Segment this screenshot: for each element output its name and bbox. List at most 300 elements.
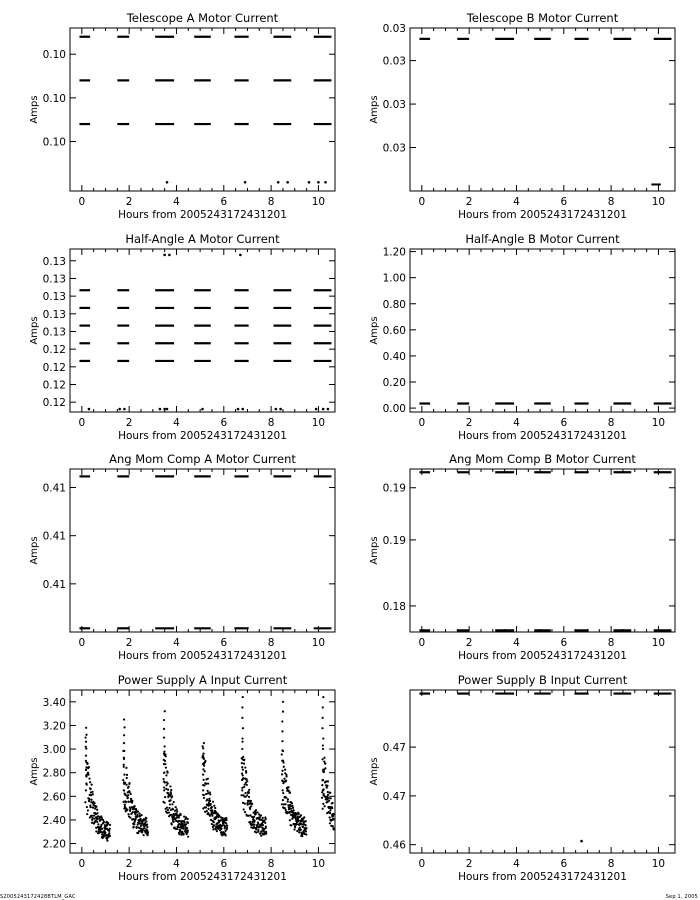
data-point	[207, 778, 209, 780]
data-point	[86, 806, 88, 808]
y-tick-label: 2.80	[42, 767, 66, 780]
plot-frame	[70, 28, 335, 191]
data-point	[327, 791, 329, 793]
x-tick-label: 10	[651, 637, 666, 649]
y-tick-label: 3.20	[42, 720, 66, 733]
data-point	[175, 806, 177, 808]
data-point	[275, 408, 278, 411]
data-point	[300, 829, 302, 831]
data-point	[225, 819, 227, 821]
data-point	[281, 720, 283, 722]
data-point	[207, 790, 209, 792]
data-point	[125, 767, 127, 769]
x-axis-label: Hours from 2005243172431201	[458, 650, 627, 662]
data-point	[91, 791, 93, 793]
x-tick-label: 2	[125, 858, 133, 870]
data-point	[168, 254, 171, 257]
data-point	[323, 757, 325, 759]
data-point	[123, 408, 126, 411]
x-tick-label: 6	[560, 637, 568, 649]
x-tick-label: 8	[267, 637, 275, 649]
data-point	[215, 817, 217, 819]
data-point	[333, 828, 335, 830]
data-point	[215, 828, 217, 830]
data-point	[243, 763, 245, 765]
data-point	[109, 824, 111, 826]
data-point	[241, 717, 243, 719]
data-point	[322, 789, 324, 791]
data-point	[329, 809, 331, 811]
data-point	[283, 766, 285, 768]
x-tick-label: 8	[607, 858, 615, 870]
x-tick-label: 8	[607, 417, 615, 429]
y-tick-label: 0.00	[382, 403, 406, 416]
data-point	[201, 408, 204, 411]
x-tick-label: 2	[465, 196, 473, 208]
chart-panel	[369, 11, 675, 221]
chart-panel	[369, 673, 675, 883]
data-point	[293, 809, 295, 811]
data-point	[298, 813, 300, 815]
data-point	[96, 809, 98, 811]
data-point	[202, 789, 204, 791]
data-point	[183, 827, 185, 829]
data-point	[123, 734, 125, 736]
x-tick-label: 8	[607, 196, 615, 208]
x-tick-label: 2	[125, 637, 133, 649]
data-point	[88, 778, 90, 780]
data-point	[263, 820, 265, 822]
data-point	[289, 792, 291, 794]
data-point	[243, 808, 245, 810]
x-tick-label: 0	[78, 417, 86, 429]
data-point	[107, 822, 109, 824]
data-point	[175, 812, 177, 814]
data-point	[167, 789, 169, 791]
y-tick-label: 0.03	[382, 55, 406, 68]
data-point	[299, 827, 301, 829]
x-tick-label: 4	[513, 637, 520, 649]
data-point	[206, 810, 208, 812]
y-tick-label: 0.12	[42, 379, 66, 392]
data-point	[265, 833, 267, 835]
data-point	[87, 809, 89, 811]
y-tick-label: 0.18	[382, 600, 406, 613]
y-axis-label: Amps	[29, 95, 40, 124]
y-tick-label: 0.19	[382, 534, 406, 547]
data-point	[246, 778, 248, 780]
data-point	[130, 793, 132, 795]
data-point	[163, 772, 165, 774]
x-tick-label: 4	[513, 417, 520, 429]
data-point	[212, 801, 214, 803]
data-point	[166, 408, 169, 411]
chart-panel	[29, 452, 335, 662]
data-point	[104, 832, 106, 834]
data-point	[123, 758, 125, 760]
data-point	[289, 819, 291, 821]
data-point	[93, 818, 95, 820]
data-point	[285, 775, 287, 777]
data-point	[257, 829, 259, 831]
data-point	[96, 821, 98, 823]
data-point	[282, 789, 284, 791]
plot-frame	[410, 28, 675, 191]
data-point	[124, 793, 126, 795]
data-point	[131, 800, 133, 802]
chart-title: Power Supply B Input Current	[457, 673, 628, 687]
data-point	[167, 809, 169, 811]
data-point	[301, 823, 303, 825]
data-point	[202, 747, 204, 749]
data-point	[141, 814, 143, 816]
data-point	[141, 831, 143, 833]
y-tick-label: 1.00	[382, 272, 406, 285]
y-axis-label: Amps	[369, 316, 380, 345]
y-tick-label: 0.13	[42, 308, 66, 321]
y-tick-label: 0.41	[42, 530, 66, 543]
data-point	[324, 763, 326, 765]
data-point	[202, 753, 204, 755]
data-point	[298, 831, 300, 833]
data-point	[226, 825, 228, 827]
chart-title: Half-Angle A Motor Current	[125, 232, 280, 246]
data-point	[88, 766, 90, 768]
data-point	[264, 822, 266, 824]
y-tick-label: 0.03	[382, 142, 406, 155]
data-point	[277, 181, 280, 184]
data-point	[125, 801, 127, 803]
data-point	[212, 828, 214, 830]
data-point	[287, 800, 289, 802]
data-point	[123, 766, 125, 768]
x-tick-label: 6	[560, 858, 568, 870]
data-point	[176, 808, 178, 810]
data-point	[279, 408, 282, 411]
x-tick-label: 4	[173, 417, 180, 429]
data-point	[85, 775, 87, 777]
data-point	[209, 815, 211, 817]
data-point	[85, 727, 87, 729]
data-point	[167, 782, 169, 784]
y-tick-label: 0.41	[42, 578, 66, 591]
data-point	[303, 816, 305, 818]
data-point	[315, 408, 318, 411]
data-point	[281, 773, 283, 775]
data-point	[123, 718, 125, 720]
data-point	[323, 793, 325, 795]
data-point	[183, 833, 185, 835]
data-point	[108, 830, 110, 832]
data-point	[308, 181, 311, 184]
data-point	[171, 803, 173, 805]
data-point	[285, 809, 287, 811]
data-point	[185, 823, 187, 825]
data-point	[218, 815, 220, 817]
data-point	[97, 823, 99, 825]
data-point	[173, 801, 175, 803]
y-tick-label: 0.12	[42, 361, 66, 374]
data-point	[321, 791, 323, 793]
data-point	[292, 807, 294, 809]
data-point	[123, 726, 125, 728]
data-point	[332, 825, 334, 827]
data-point	[127, 813, 129, 815]
data-point	[257, 811, 259, 813]
data-point	[327, 780, 329, 782]
data-point	[332, 818, 334, 820]
chart-title: Ang Mom Comp B Motor Current	[449, 452, 636, 466]
data-point	[146, 826, 148, 828]
data-point	[92, 806, 94, 808]
data-point	[328, 800, 330, 802]
data-point	[241, 779, 243, 781]
data-point	[163, 786, 165, 788]
data-point	[244, 766, 246, 768]
x-tick-label: 8	[267, 196, 275, 208]
data-point	[259, 817, 261, 819]
data-point	[85, 789, 87, 791]
data-point	[253, 824, 255, 826]
y-tick-label: 0.20	[382, 377, 406, 390]
data-point	[142, 829, 144, 831]
x-tick-label: 10	[311, 196, 326, 208]
data-point	[265, 818, 267, 820]
y-tick-label: 0.12	[42, 344, 66, 357]
data-point	[134, 805, 136, 807]
data-point	[322, 717, 324, 719]
y-tick-label: 0.03	[382, 99, 406, 112]
data-point	[305, 830, 307, 832]
data-point	[244, 803, 246, 805]
data-point	[263, 829, 265, 831]
data-point	[209, 800, 211, 802]
data-point	[94, 807, 96, 809]
data-point	[248, 815, 250, 817]
data-point	[169, 785, 171, 787]
data-point	[282, 760, 284, 762]
data-point	[281, 753, 283, 755]
x-tick-label: 10	[311, 858, 326, 870]
data-point	[207, 782, 209, 784]
data-point	[103, 836, 105, 838]
data-point	[101, 828, 103, 830]
data-point	[296, 830, 298, 832]
data-point	[172, 808, 174, 810]
data-point	[128, 785, 130, 787]
data-point	[257, 822, 259, 824]
plot-frame	[410, 249, 675, 412]
data-point	[204, 770, 206, 772]
chart-panel	[29, 232, 335, 442]
data-point	[293, 828, 295, 830]
y-tick-label: 0.80	[382, 298, 406, 311]
data-point	[165, 767, 167, 769]
data-point	[187, 818, 189, 820]
data-point	[332, 813, 334, 815]
data-point	[291, 802, 293, 804]
data-point	[103, 821, 105, 823]
plot-frame	[410, 469, 675, 632]
data-point	[178, 816, 180, 818]
data-point	[329, 816, 331, 818]
data-point	[127, 797, 129, 799]
data-point	[172, 821, 174, 823]
data-point	[122, 779, 124, 781]
data-point	[244, 811, 246, 813]
data-point	[173, 815, 175, 817]
footer-date: Sep 1, 2005	[665, 894, 698, 900]
data-point	[240, 794, 242, 796]
data-point	[294, 826, 296, 828]
data-point	[163, 719, 165, 721]
data-point	[213, 805, 215, 807]
x-tick-label: 0	[78, 858, 86, 870]
data-point	[284, 803, 286, 805]
data-point	[202, 784, 204, 786]
y-tick-label: 0.47	[382, 790, 406, 803]
data-point	[242, 769, 244, 771]
data-point	[328, 797, 330, 799]
x-tick-label: 4	[513, 196, 520, 208]
data-point	[213, 821, 215, 823]
data-point	[93, 815, 95, 817]
x-axis-label: Hours from 2005243172431201	[458, 871, 627, 883]
data-point	[248, 789, 250, 791]
data-point	[254, 820, 256, 822]
x-tick-label: 6	[560, 196, 568, 208]
data-point	[322, 803, 324, 805]
data-point	[203, 779, 205, 781]
data-point	[87, 774, 89, 776]
data-point	[331, 802, 333, 804]
chart-title: Ang Mom Comp A Motor Current	[109, 452, 296, 466]
data-point	[167, 772, 169, 774]
data-point	[206, 798, 208, 800]
y-tick-label: 2.40	[42, 814, 66, 827]
data-point	[92, 793, 94, 795]
data-point	[244, 181, 247, 184]
x-tick-label: 2	[125, 417, 133, 429]
chart-panel	[29, 11, 335, 221]
data-point	[208, 798, 210, 800]
data-point	[85, 761, 87, 763]
data-point	[281, 730, 283, 732]
y-tick-label: 1.20	[382, 246, 406, 259]
x-tick-label: 6	[220, 196, 228, 208]
data-point	[163, 408, 166, 411]
data-point	[281, 803, 283, 805]
x-tick-label: 0	[418, 417, 426, 429]
data-point	[171, 823, 173, 825]
y-tick-label: 0.19	[382, 482, 406, 495]
data-point	[285, 797, 287, 799]
data-point	[164, 754, 166, 756]
data-point	[128, 782, 130, 784]
data-point	[265, 825, 267, 827]
data-point	[163, 781, 165, 783]
data-point	[256, 827, 258, 829]
data-point	[241, 789, 243, 791]
data-point	[186, 827, 188, 829]
data-point	[101, 831, 103, 833]
data-point	[251, 803, 253, 805]
data-point	[255, 809, 257, 811]
data-point	[323, 771, 325, 773]
data-point	[178, 833, 180, 835]
x-tick-label: 2	[465, 637, 473, 649]
data-point	[241, 408, 244, 411]
data-point	[287, 786, 289, 788]
data-point	[163, 254, 166, 257]
y-tick-label: 0.10	[42, 136, 66, 149]
data-point	[183, 822, 185, 824]
data-point	[205, 806, 207, 808]
data-point	[241, 748, 243, 750]
y-axis-label: Amps	[29, 536, 40, 565]
data-point	[164, 760, 166, 762]
data-point	[253, 816, 255, 818]
data-point	[317, 181, 320, 184]
data-point	[324, 805, 326, 807]
x-tick-label: 10	[651, 417, 666, 429]
data-point	[285, 780, 287, 782]
data-point	[91, 784, 93, 786]
data-point	[180, 814, 182, 816]
data-point	[170, 789, 172, 791]
y-tick-label: 2.60	[42, 791, 66, 804]
data-point	[300, 814, 302, 816]
data-point	[84, 801, 86, 803]
data-point	[202, 774, 204, 776]
data-point	[321, 784, 323, 786]
y-axis-label: Amps	[369, 757, 380, 786]
plot-frame	[70, 469, 335, 632]
data-point	[211, 809, 213, 811]
data-point	[85, 741, 87, 743]
data-point	[237, 408, 240, 411]
data-point	[287, 798, 289, 800]
data-point	[168, 807, 170, 809]
data-point	[580, 840, 583, 843]
data-point	[187, 836, 189, 838]
data-point	[262, 817, 264, 819]
data-point	[163, 750, 165, 752]
x-axis-label: Hours from 2005243172431201	[118, 209, 287, 221]
data-point	[140, 825, 142, 827]
y-tick-label: 0.41	[42, 482, 66, 495]
data-point	[322, 769, 324, 771]
y-tick-label: 3.00	[42, 744, 66, 757]
data-point	[329, 792, 331, 794]
x-tick-label: 0	[78, 637, 86, 649]
data-point	[322, 408, 325, 411]
y-tick-label: 3.40	[42, 696, 66, 709]
data-point	[297, 818, 299, 820]
data-point	[225, 817, 227, 819]
data-point	[187, 822, 189, 824]
data-point	[211, 806, 213, 808]
data-point	[144, 827, 146, 829]
data-point	[125, 784, 127, 786]
data-point	[90, 799, 92, 801]
data-point	[129, 816, 131, 818]
data-point	[88, 408, 91, 411]
data-point	[168, 811, 170, 813]
data-point	[305, 833, 307, 835]
data-point	[250, 805, 252, 807]
data-point	[329, 822, 331, 824]
